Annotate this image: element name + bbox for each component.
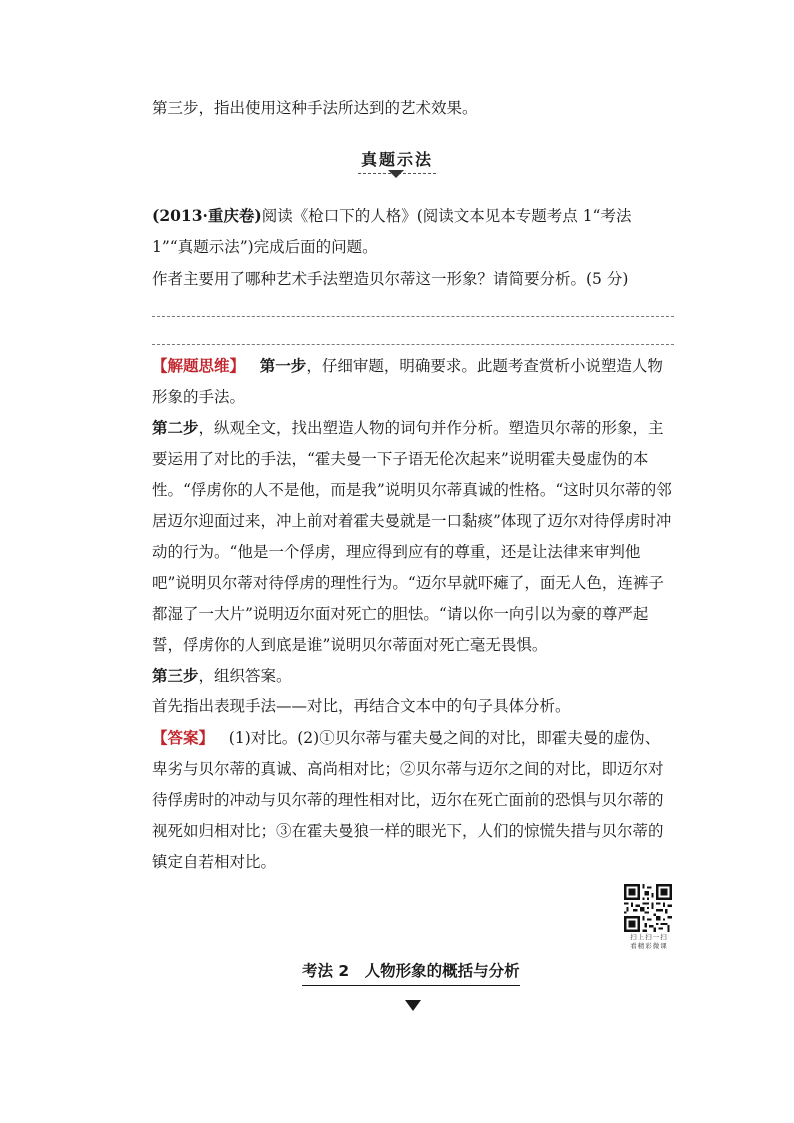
analysis-step3: 第三步，组织答案。: [152, 666, 292, 685]
analysis-step1: 【解题思维】 第一步，仔细审题，明确要求。此题考查赏析小说塑造人物形象的手法。: [152, 356, 663, 406]
kaofa-title[interactable]: 考法 2 人物形象的概括与分析: [302, 958, 520, 986]
question-source: (2013·重庆卷): [152, 206, 262, 225]
question-text: (2013·重庆卷)阅读《枪口下的人格》(阅读文本见本专题考点 1“考法 1”“真题示法”)完成后面的问题。: [152, 206, 632, 256]
answer-label: 【答案】: [152, 728, 215, 747]
answer-blank-line-1[interactable]: [152, 316, 674, 317]
question-prompt: 作者主要用了哪种艺术手法塑造贝尔蒂这一形象？请简要分析。(5 分): [152, 270, 629, 288]
qr-code-icon[interactable]: [624, 884, 672, 932]
analysis-step2: 第二步，纵观全文，找出塑造人物的词句并作分析。塑造贝尔蒂的形象，主要运用了对比的手法，“霍夫曼一下子语无伦次起来”说明霍夫曼虚伪的本性。“俘虏你的人不是他，而是我”说明贝尔蒂真诚的性格。“这时贝尔蒂的邻居迈尔迎面过来，冲上前对着霍夫曼就是一口黏痰”体现了迈尔对待俘虏时冲动的行为。“他是一个俘虏，理应得到应有的尊重，还是让法律来审判他吧”说明贝尔蒂对待俘虏的理性行为。“迈尔早就吓瘫了，面无人色，连裤子都湿了一大片”说明迈尔面对死亡的胆怯。“请以你一向引以为豪的尊严起誓，俘虏你的人到底是谁”说明贝尔蒂面对死亡毫无畏惧。: [152, 418, 672, 654]
answer-text: 【答案】 (1)对比。(2)①贝尔蒂与霍夫曼之间的对比，即霍夫曼的虚伪、卑劣与贝尔蒂的真诚、高尚相对比；②贝尔蒂与迈尔之间的对比，即迈尔对待俘虏时的冲动与贝尔蒂的理性相对比，迈尔在死亡面前的恐惧与贝尔蒂的视死如归相对比；③在霍夫曼狼一样的眼光下，人们的惊慌失措与贝尔蒂的镇定自若相对比。: [152, 728, 664, 871]
qr-caption: 扫上扫一扫 看精彩微课: [630, 933, 668, 950]
section-title: 真题示法: [358, 147, 436, 174]
intro-step3: 第三步，指出使用这种手法所达到的艺术效果。: [152, 99, 478, 117]
analysis-label: 【解题思维】: [152, 356, 246, 375]
triangle-down-icon: [388, 170, 404, 178]
analysis-step3-detail: 首先指出表现手法——对比，再结合文本中的句子具体分析。: [152, 697, 571, 715]
triangle-down-icon[interactable]: [405, 1000, 421, 1011]
answer-blank-line-2[interactable]: [152, 344, 674, 345]
